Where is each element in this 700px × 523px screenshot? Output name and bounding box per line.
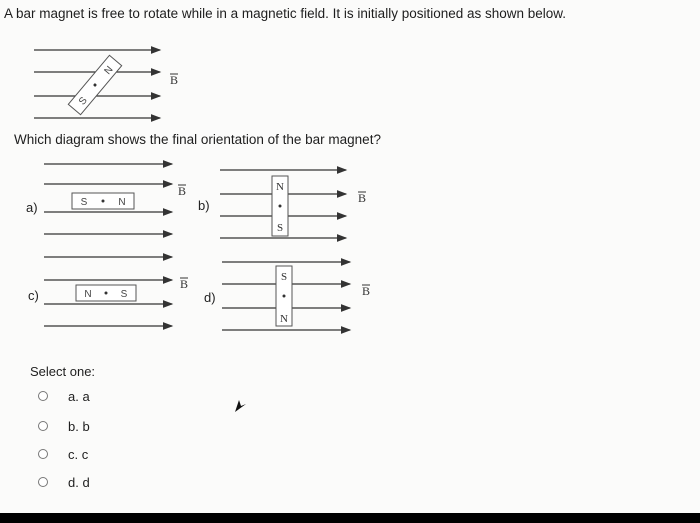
option-d-radio[interactable] [38, 477, 48, 487]
select-one-label: Select one: [30, 364, 96, 379]
initial-s-pole: S [76, 95, 90, 108]
diagram-d-magnet [276, 266, 292, 326]
diagram-c-magnet [76, 285, 136, 301]
initial-magnet [68, 55, 121, 114]
diagram-c-label: c) [28, 288, 39, 303]
diagram-d-s-pole: S [280, 271, 288, 283]
option-c[interactable] [38, 444, 88, 464]
diagram-c-b-symbol: B [180, 277, 189, 291]
option-a[interactable] [38, 386, 90, 406]
diagram-a-b-symbol: B [178, 184, 187, 198]
diagram-a-n-pole: N [118, 197, 126, 208]
initial-b-symbol: B [170, 73, 179, 87]
option-a-radio[interactable] [38, 391, 48, 401]
diagram-b-label: b) [198, 198, 210, 213]
diagram-a-label: a) [26, 200, 38, 215]
diagram-a-magnet [72, 193, 134, 209]
option-c-radio[interactable] [38, 449, 48, 459]
mouse-cursor-icon [233, 398, 247, 414]
option-b[interactable] [38, 416, 90, 436]
diagram-c-n-pole: N [84, 289, 92, 300]
diagram-b-n-pole: N [276, 181, 284, 193]
diagram-d-n-pole: N [280, 313, 288, 325]
diagram-b-b-symbol: B [358, 191, 367, 205]
diagram-b-s-pole: S [276, 222, 284, 234]
initial-n-pole: N [102, 64, 116, 77]
diagram-d-b-symbol: B [362, 284, 371, 298]
question-prompt: Which diagram shows the final orientation of the bar magnet? [14, 132, 381, 147]
option-b-label: b. b [68, 418, 90, 434]
diagram-b-magnet [272, 176, 288, 236]
option-b-radio[interactable] [38, 421, 48, 431]
question-intro: A bar magnet is free to rotate while in a magnetic field. It is initially positioned as shown below. [4, 6, 567, 21]
option-c-label: c. c [68, 446, 89, 462]
diagram-d-label: d) [204, 290, 216, 305]
diagram-a-s-pole: S [80, 197, 88, 208]
option-d-label: d. d [68, 474, 90, 490]
option-d[interactable] [38, 472, 90, 492]
diagram-c-s-pole: S [120, 289, 128, 300]
option-a-label: a. a [68, 388, 90, 404]
bottom-bar [0, 513, 700, 523]
